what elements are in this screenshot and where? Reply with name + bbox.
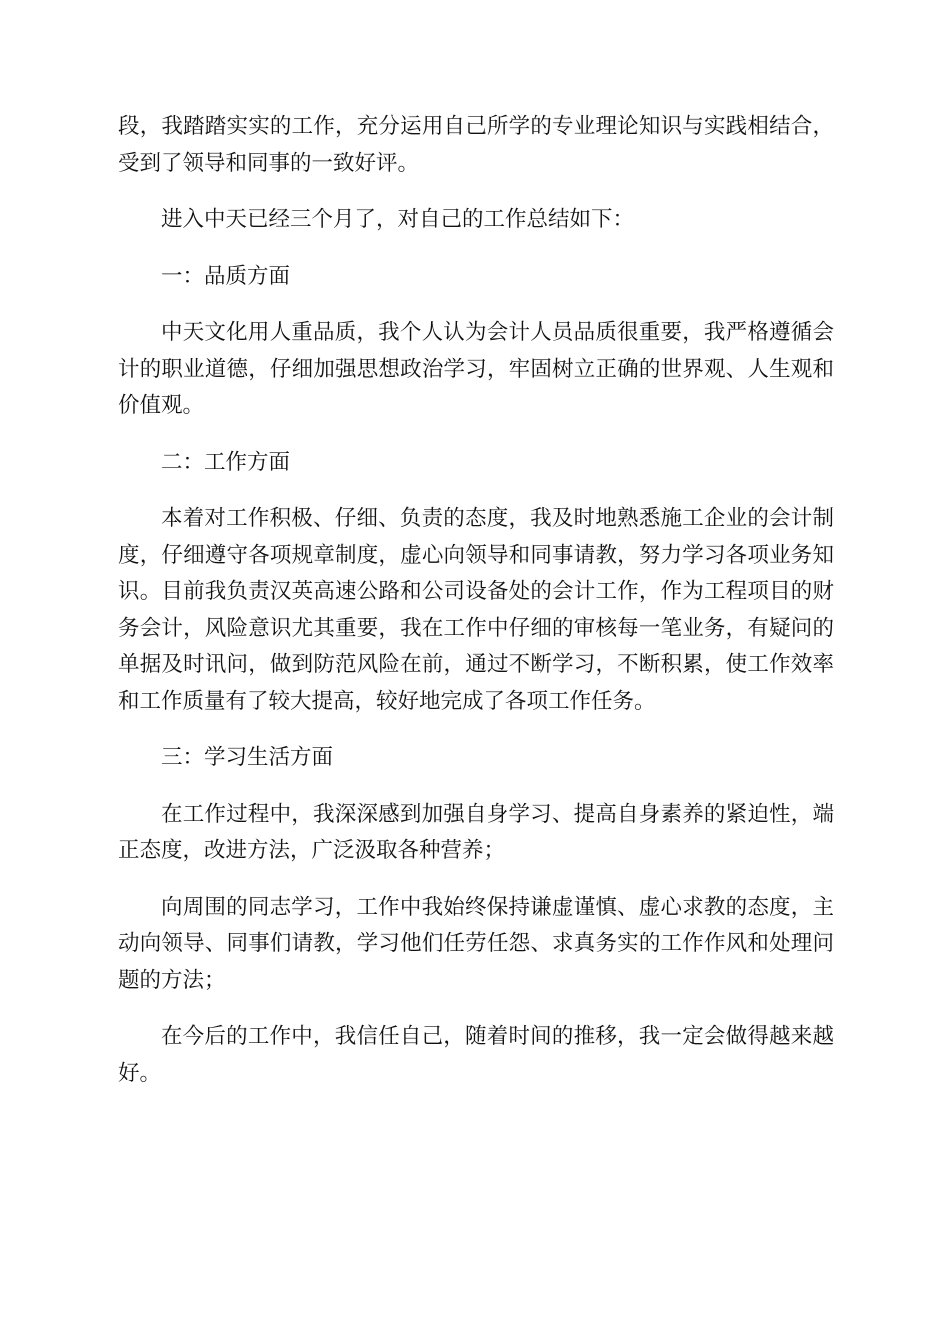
paragraph-quality: 中天文化用人重品质，我个人认为会计人员品质很重要，我严格遵循会计的职业道德，仔细加强思想政治学习，牢固树立正确的世界观、人生观和价值观。	[118, 320, 834, 418]
paragraph-closing: 在今后的工作中，我信任自己，随着时间的推移，我一定会做得越来越好。	[118, 1024, 834, 1086]
paragraph-continuation: 段，我踏踏实实的工作，充分运用自己所学的专业理论知识与实践相结合，受到了领导和同事的一致好评。	[118, 114, 834, 176]
section-heading-work: 二：工作方面	[161, 449, 291, 475]
paragraph-study-1: 在工作过程中，我深深感到加强自身学习、提高自身素养的紧迫性，端正态度，改进方法，广泛汲取各种营养；	[118, 801, 834, 863]
document-body	[118, 109, 834, 1112]
section-heading-quality: 一：品质方面	[161, 263, 291, 289]
paragraph-study-2: 向周围的同志学习，工作中我始终保持谦虚谨慎、虚心求教的态度，主动向领导、同事们请教，学习他们任劳任怨、求真务实的工作作风和处理问题的方法；	[118, 894, 834, 993]
paragraph-intro: 进入中天已经三个月了，对自己的工作总结如下：	[161, 207, 635, 232]
paragraph-work: 本着对工作积极、仔细、负责的态度，我及时地熟悉施工企业的会计制度，仔细遵守各项规章制度，虚心向领导和同事请教，努力学习各项业务知识。目前我负责汉英高速公路和公司设备处的会计工作，作为工程项目的财务会计，风险意识尤其重要，我在工作中仔细的审核每一笔业务，有疑问的单据及时讯问，做到防范风险在前，通过不断学习，不断积累，使工作效率和工作质量有了较大提高，较好地完成了各项工作任务。	[118, 506, 834, 714]
section-heading-study-life: 三：学习生活方面	[161, 745, 334, 770]
